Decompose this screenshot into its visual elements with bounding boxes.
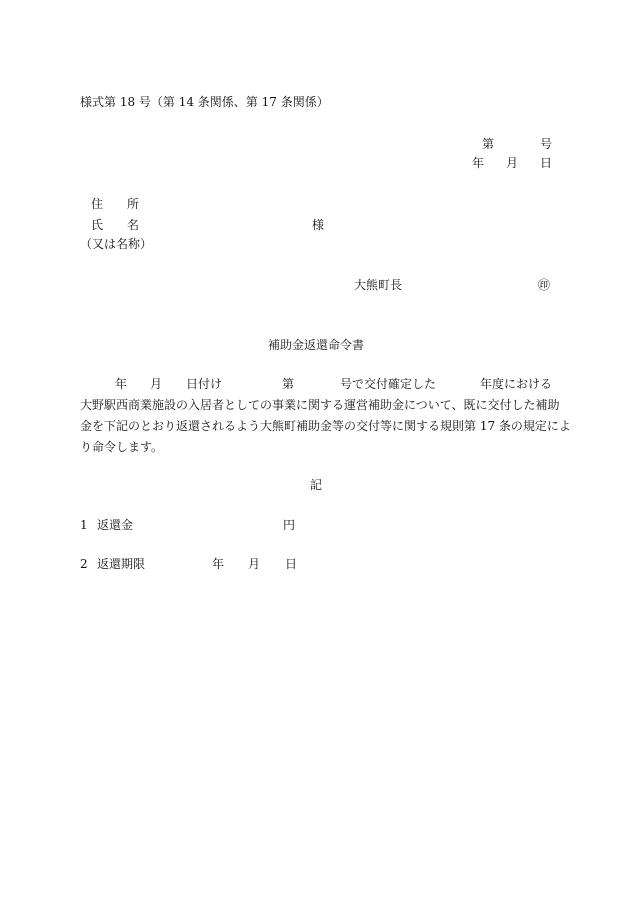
body-nendo: 年度における — [480, 377, 553, 391]
body-month: 月 — [150, 377, 163, 391]
honorific-sama: 様 — [312, 218, 325, 232]
body-year: 年 — [115, 377, 128, 391]
date-day: 日 — [540, 156, 553, 170]
body-line-4: り命令します。 — [80, 440, 164, 454]
seal-mark: ㊞ — [538, 278, 551, 292]
body-line-2: 大野駅西商業施設の入居者としての事業に関する運営補助金について、既に交付した補助 — [80, 398, 560, 412]
doc-number-dai: 第 — [482, 137, 495, 151]
doc-number-go: 号 — [540, 137, 553, 151]
body-line-3: 金を下記のとおり返還されるよう大熊町補助金等の交付等に関する規則第 17 条の規定によ — [80, 419, 571, 433]
document-title: 補助金返還命令書 — [268, 338, 365, 352]
item-2-number: 2 — [80, 557, 88, 571]
or-name-label: （又は名称） — [80, 237, 153, 251]
item-2-month: 月 — [248, 557, 261, 571]
body-go-kofu: 号で交付確定した — [340, 377, 437, 391]
issuer-title: 大熊町長 — [354, 278, 403, 292]
body-dai: 第 — [282, 377, 295, 391]
body-dated: 日付け — [186, 377, 223, 391]
address-label: 住 所 — [91, 197, 140, 211]
name-label: 氏 名 — [91, 218, 140, 232]
ki-label: 記 — [310, 478, 323, 492]
item-1-label: 返還金 — [97, 518, 134, 532]
date-month: 月 — [506, 156, 519, 170]
item-2-label: 返還期限 — [97, 557, 146, 571]
item-1-number: 1 — [80, 518, 88, 532]
form-number: 様式第 18 号（第 14 条関係、第 17 条関係） — [80, 95, 329, 109]
item-2-day: 日 — [285, 557, 298, 571]
date-year: 年 — [472, 156, 485, 170]
item-2-year: 年 — [212, 557, 225, 571]
item-1-unit: 円 — [283, 518, 296, 532]
